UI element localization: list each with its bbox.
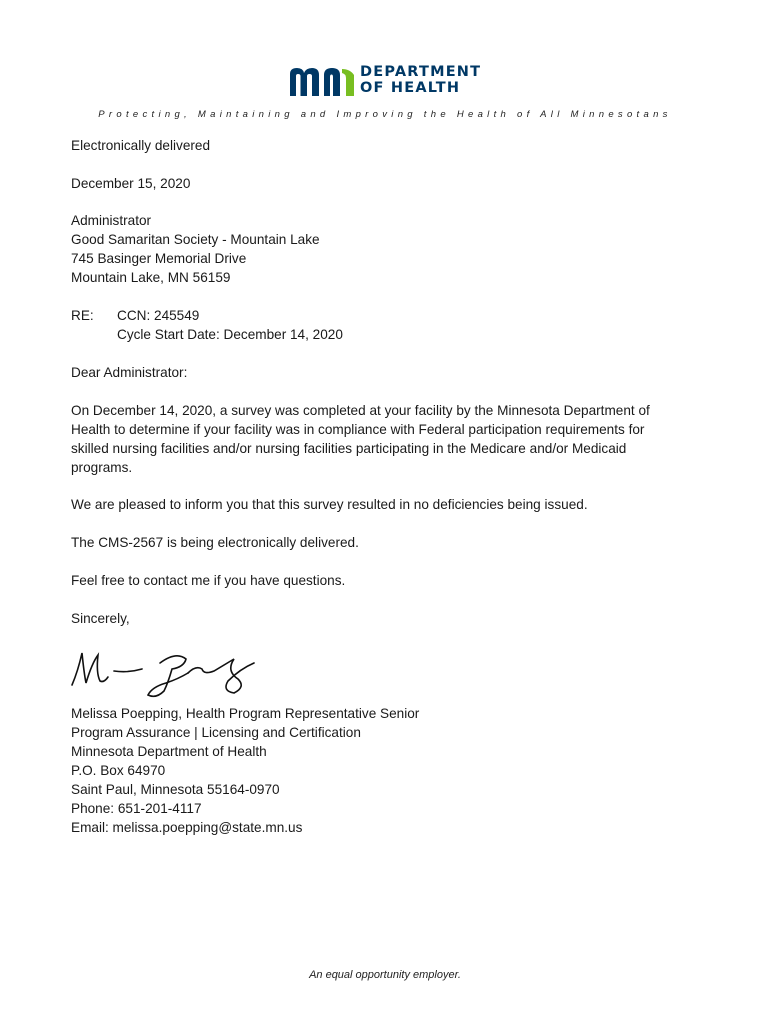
signer-unit: Program Assurance | Licensing and Certification (71, 725, 361, 740)
signer-phone: Phone: 651-201-4117 (71, 801, 202, 816)
signer-city: Saint Paul, Minnesota 55164-0970 (71, 782, 280, 797)
tagline: Protecting, Maintaining and Improving the Health of All Minnesotans (98, 109, 672, 120)
logo-line-2: OF HEALTH (360, 80, 461, 96)
contact-paragraph: Feel free to contact me if you have questions. (71, 573, 346, 588)
signer-department: Minnesota Department of Health (71, 744, 267, 759)
handwritten-signature (68, 643, 258, 703)
paragraph-line: skilled nursing facilities and/or nursing facilities participating in the Medicare and/or Medicaid (71, 441, 627, 456)
paragraph-line: Health to determine if your facility was in compliance with Federal participation requirements for (71, 422, 645, 437)
letter-date: December 15, 2020 (71, 176, 191, 191)
signer-po-box: P.O. Box 64970 (71, 763, 166, 778)
re-label: RE: (71, 308, 94, 323)
logo-line-1: DEPARTMENT (360, 64, 482, 80)
recipient-line: Administrator (71, 213, 152, 228)
closing: Sincerely, (71, 611, 130, 626)
paragraph-line: On December 14, 2020, a survey was completed at your facility by the Minnesota Department of (71, 403, 650, 418)
mn-logo-icon (288, 66, 356, 96)
re-cycle-start: Cycle Start Date: December 14, 2020 (117, 327, 343, 342)
cms-2567-paragraph: The CMS-2567 is being electronically delivered. (71, 535, 359, 550)
paragraph-line: programs. (71, 460, 133, 475)
footer-eoe: An equal opportunity employer. (309, 969, 461, 981)
signer-email: Email: melissa.poepping@state.mn.us (71, 820, 303, 835)
recipient-line: Good Samaritan Society - Mountain Lake (71, 232, 320, 247)
logo-wordmark (360, 64, 481, 96)
delivery-method: Electronically delivered (71, 138, 211, 153)
mdh-logo (288, 62, 488, 100)
signer-name-title: Melissa Poepping, Health Program Representative Senior (71, 706, 420, 721)
re-ccn: CCN: 245549 (117, 308, 200, 323)
salutation: Dear Administrator: (71, 365, 188, 380)
recipient-line: Mountain Lake, MN 56159 (71, 270, 231, 285)
no-deficiencies-paragraph: We are pleased to inform you that this survey resulted in no deficiencies being issued. (71, 497, 588, 512)
recipient-line: 745 Basinger Memorial Drive (71, 251, 247, 266)
